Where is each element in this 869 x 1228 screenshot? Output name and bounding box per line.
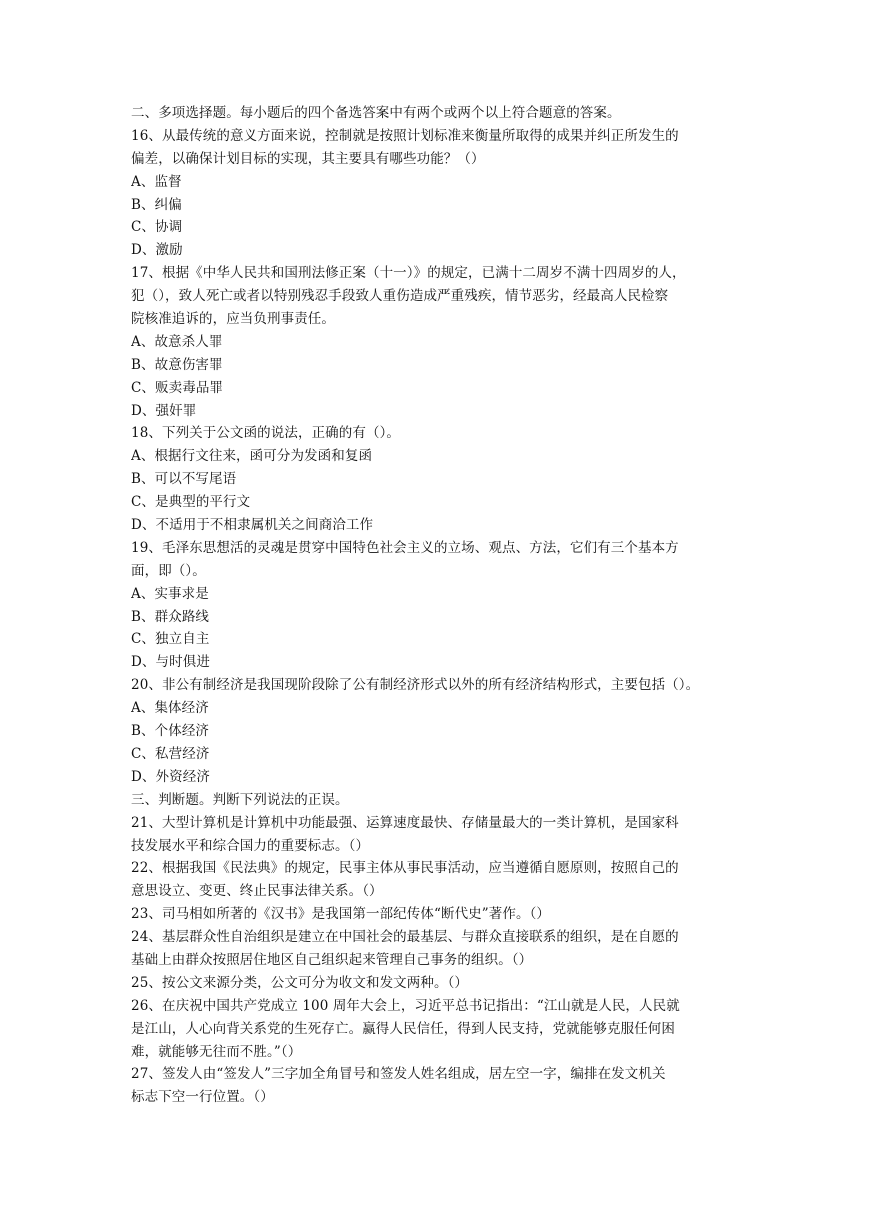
text-line: A、实事求是 — [131, 585, 209, 602]
text-line: 26、在庆祝中国共产党成立 100 周年大会上，习近平总书记指出：“江山就是人民，人民就 — [131, 997, 680, 1014]
text-line: 犯（），致人死亡或者以特别残忍手段致人重伤造成严重残疾，情节恶劣，经最高人民检察 — [131, 288, 669, 305]
text-line: D、与时俱进 — [131, 654, 210, 671]
text-line: 16、从最传统的意义方面来说，控制就是按照计划标准来衡量所取得的成果并纠正所发生的 — [131, 127, 679, 144]
text-line: 25、按公文来源分类，公文可分为收文和发文两种。（） — [131, 974, 469, 991]
text-line: 20、非公有制经济是我国现阶段除了公有制经济形式以外的所有经济结构形式，主要包括（）。 — [131, 677, 700, 694]
text-line: 23、司马相如所著的《汉书》是我国第一部纪传体“断代史”著作。（） — [131, 906, 551, 923]
text-line: 三、判断题。判断下列说法的正误。 — [131, 791, 349, 808]
text-line: 是江山，人心向背关系党的生死存亡。赢得人民信任，得到人民支持，党就能够克服任何困 — [131, 1020, 675, 1037]
text-line: B、群众路线 — [131, 608, 210, 625]
text-line: C、贩卖毒品罪 — [131, 379, 224, 396]
text-line: 基础上由群众按照居住地区自己组织起来管理自己事务的组织。（） — [131, 951, 533, 968]
text-line: A、根据行文往来，函可分为发函和复函 — [131, 448, 373, 465]
text-line: C、独立自主 — [131, 631, 210, 648]
text-line: 19、毛泽东思想活的灵魂是贯穿中国特色社会主义的立场、观点、方法，它们有三个基本方 — [131, 539, 679, 556]
text-line: C、是典型的平行文 — [131, 494, 251, 511]
text-line: B、可以不写尾语 — [131, 471, 237, 488]
text-line: 意思设立、变更、终止民事法律关系。（） — [131, 883, 383, 900]
text-line: 技发展水平和综合国力的重要标志。（） — [131, 837, 370, 854]
text-line: B、纠偏 — [131, 196, 182, 213]
text-line: D、强奸罪 — [131, 402, 197, 419]
text-line: A、故意杀人罪 — [131, 333, 223, 350]
text-line: 27、签发人由“签发人”三字加全角冒号和签发人姓名组成，居左空一字，编排在发文机关 — [131, 1066, 666, 1083]
text-line: 偏差，以确保计划目标的实现，其主要具有哪些功能？（） — [131, 150, 485, 167]
text-line: 18、下列关于公文函的说法，正确的有（）。 — [131, 425, 401, 442]
text-line: 标志下空一行位置。（） — [131, 1089, 274, 1106]
text-line: 院核准追诉的，应当负刑事责任。 — [131, 311, 335, 328]
text-line: 22、根据我国《民法典》的规定，民事主体从事民事活动，应当遵循自愿原则，按照自己的 — [131, 860, 679, 877]
text-line: 21、大型计算机是计算机中功能最强、运算速度最快、存储量最大的一类计算机，是国家科 — [131, 814, 679, 831]
text-line: A、监督 — [131, 173, 182, 190]
text-line: A、集体经济 — [131, 700, 209, 717]
text-line: 二、多项选择题。每小题后的四个备选答案中有两个或两个以上符合题意的答案。 — [131, 105, 621, 121]
text-line: C、协调 — [131, 219, 183, 236]
text-line: B、个体经济 — [131, 723, 210, 740]
text-line: C、私营经济 — [131, 745, 210, 762]
text-line: 24、基层群众性自治组织是建立在中国社会的最基层、与群众直接联系的组织，是在自愿的 — [131, 929, 679, 946]
text-line: 难，就能够无往而不胜。”（） — [131, 1043, 302, 1060]
text-line: B、故意伤害罪 — [131, 356, 223, 373]
text-line: D、外资经济 — [131, 768, 210, 785]
text-line: 面，即（）。 — [131, 562, 206, 579]
text-line: D、不适用于不相隶属机关之间商洽工作 — [131, 517, 374, 534]
text-line: 17、根据《中华人民共和国刑法修正案（十一）》的规定，已满十二周岁不满十四周岁的人， — [131, 265, 686, 282]
text-line: D、激励 — [131, 242, 183, 259]
document-page — [131, 102, 743, 1109]
